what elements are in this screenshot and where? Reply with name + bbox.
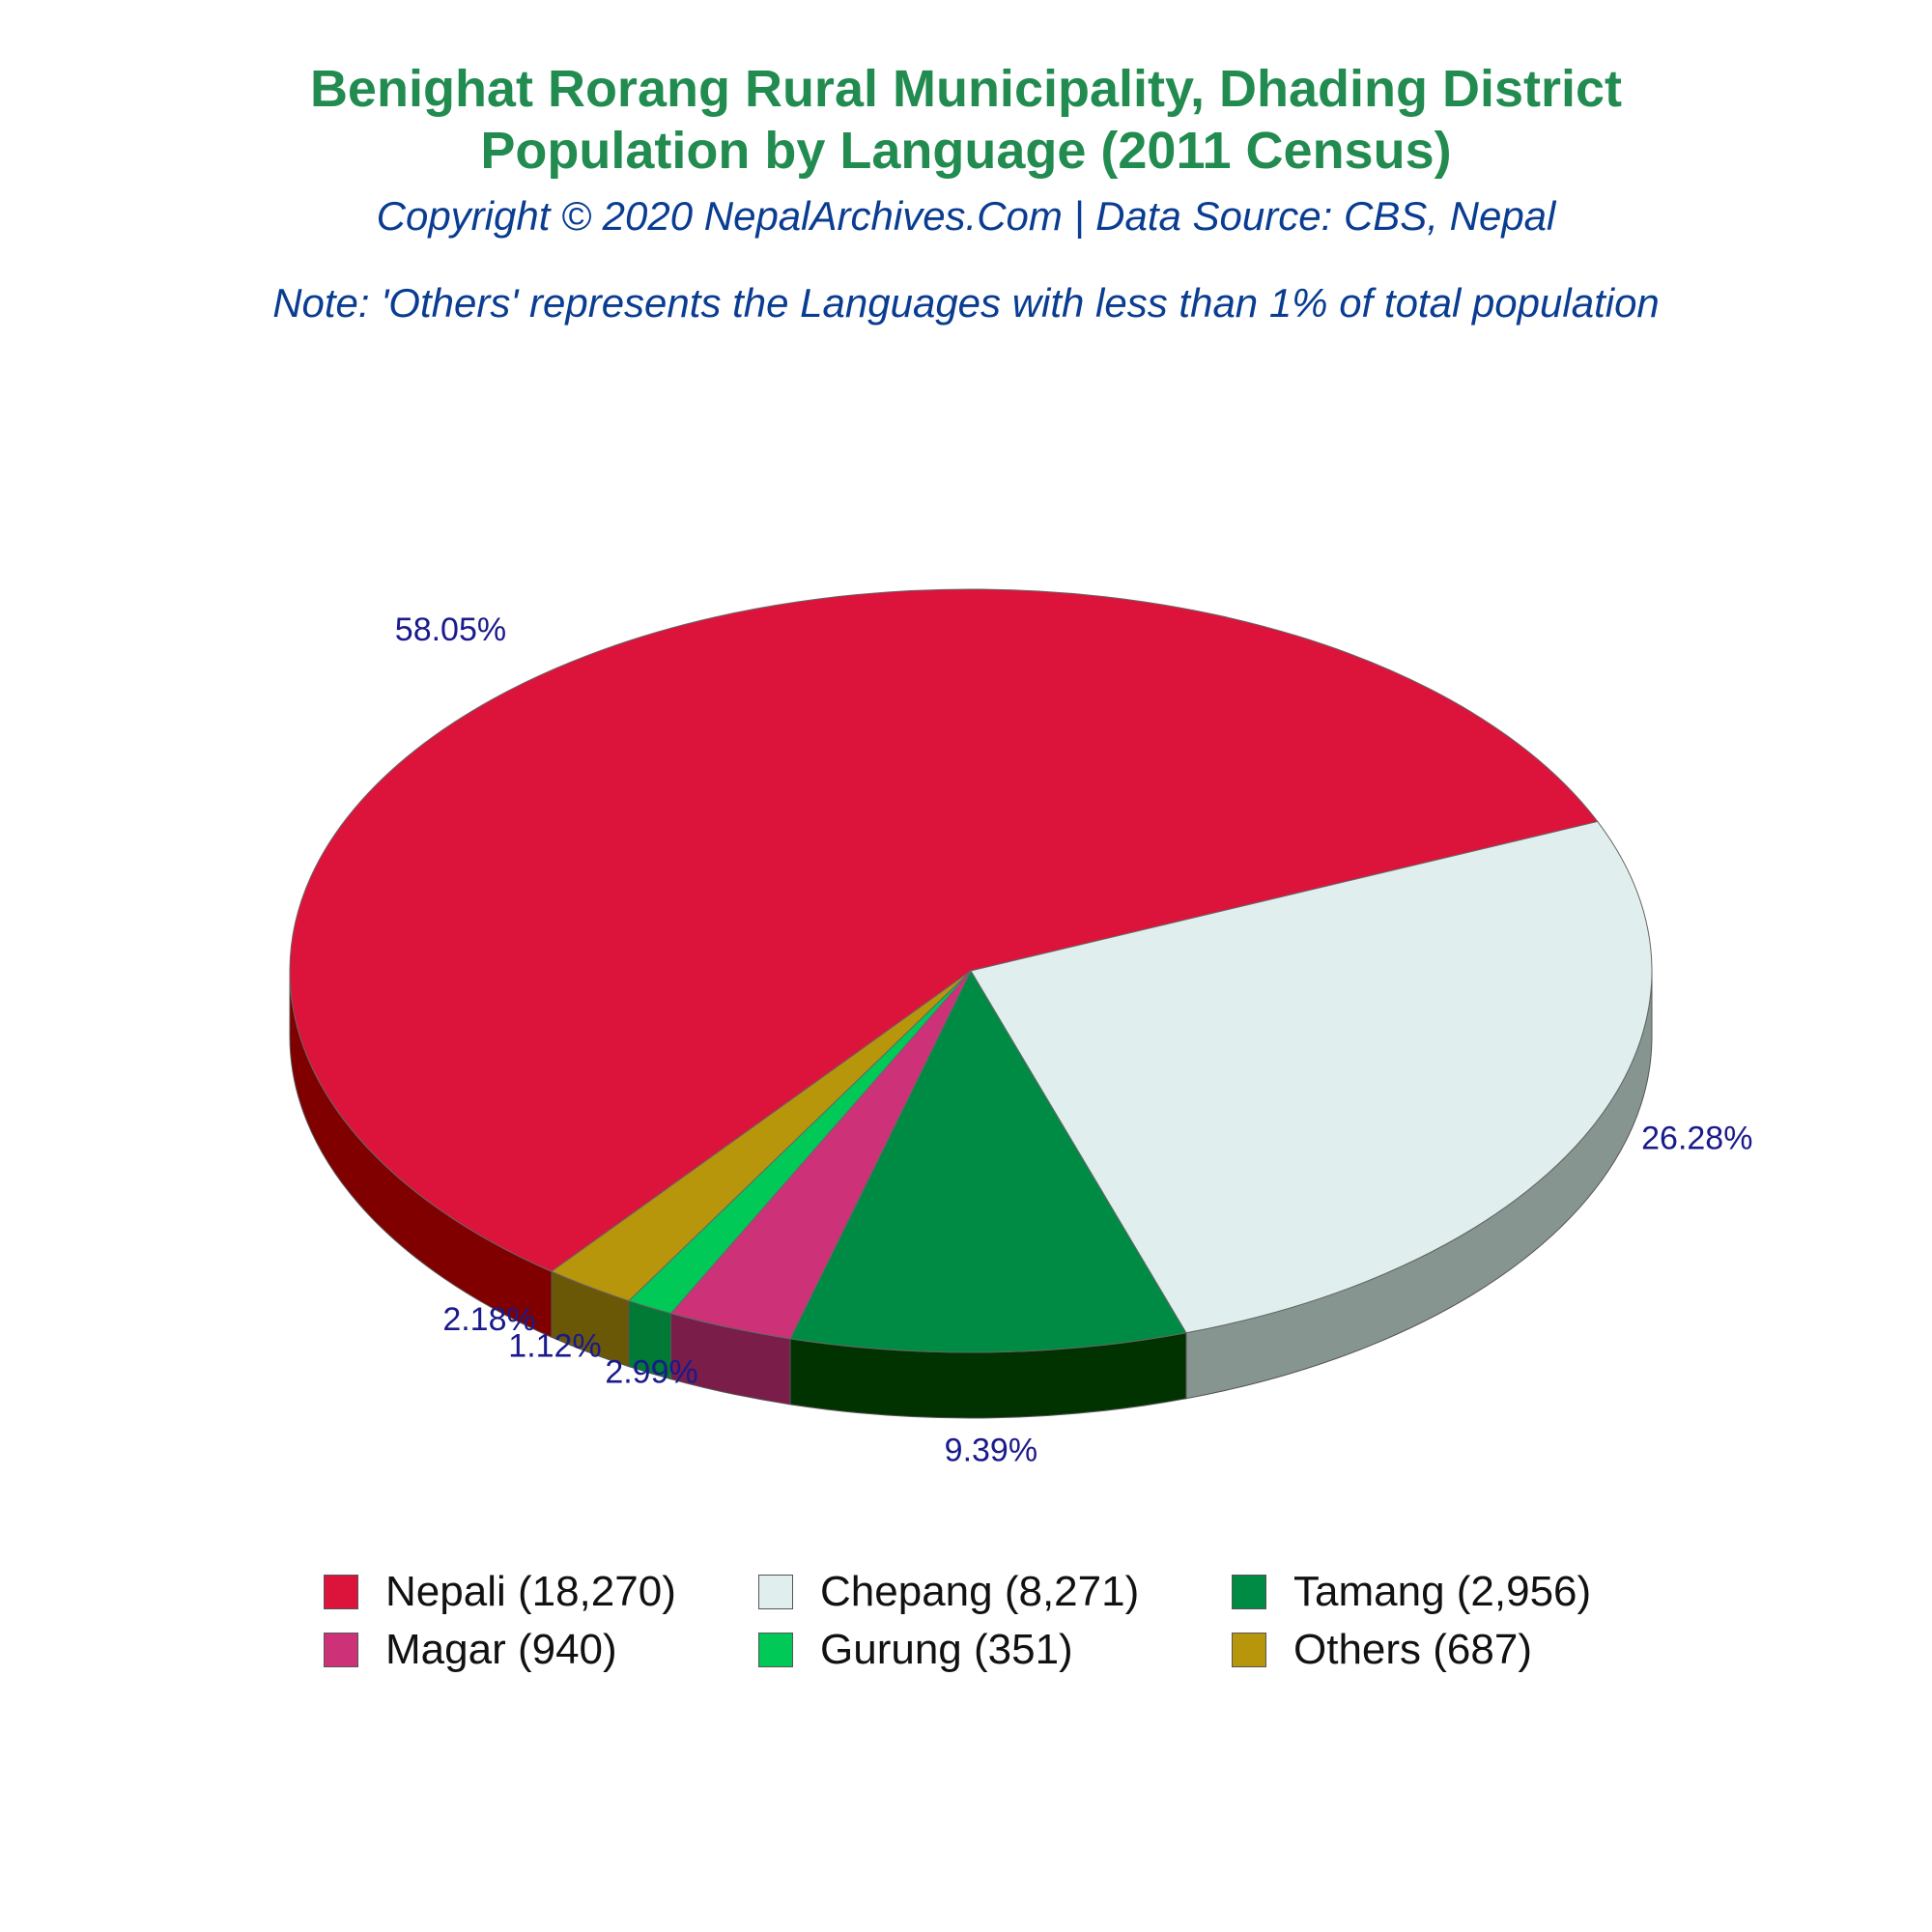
- legend-label-magar: Magar (940): [385, 1626, 617, 1673]
- pie-label-magar: 2.99%: [605, 1353, 698, 1391]
- note-text: Note: 'Others' represents the Languages with less than 1% of total population: [272, 280, 1660, 326]
- pie-label-tamang: 9.39%: [944, 1432, 1038, 1469]
- chart-title-line1: Benighat Rorang Rural Municipality, Dhading District: [309, 60, 1623, 118]
- legend-item-nepali: [324, 1565, 758, 1619]
- legend-swatch-nepali: [324, 1575, 358, 1609]
- legend-label-gurung: Gurung (351): [820, 1626, 1073, 1673]
- legend-item-others: [1232, 1623, 1618, 1677]
- pie-label-nepali: 58.05%: [394, 611, 507, 649]
- legend-item-magar: [324, 1623, 758, 1677]
- copyright-text: Copyright © 2020 NepalArchives.Com | Data Source: CBS, Nepal: [376, 193, 1556, 239]
- legend-swatch-others: [1232, 1633, 1266, 1667]
- legend-item-gurung: [758, 1623, 1232, 1677]
- legend-label-others: Others (687): [1293, 1626, 1532, 1673]
- chart-title-line2: Population by Language (2011 Census): [480, 122, 1452, 180]
- legend-swatch-gurung: [758, 1633, 793, 1667]
- legend-item-chepang: [758, 1565, 1232, 1619]
- legend-swatch-tamang: [1232, 1575, 1266, 1609]
- pie-tops: [290, 589, 1652, 1352]
- legend-item-tamang: [1232, 1565, 1618, 1619]
- legend-label-tamang: Tamang (2,956): [1293, 1568, 1592, 1615]
- pie-label-chepang: 26.28%: [1641, 1120, 1753, 1157]
- legend: [324, 1565, 1676, 1677]
- pie-label-gurung: 1.12%: [508, 1327, 602, 1365]
- legend-label-chepang: Chepang (8,271): [820, 1568, 1140, 1615]
- legend-label-nepali: Nepali (18,270): [385, 1568, 676, 1615]
- pie-label-others: 2.18%: [442, 1300, 536, 1338]
- legend-swatch-chepang: [758, 1575, 793, 1609]
- legend-swatch-magar: [324, 1633, 358, 1667]
